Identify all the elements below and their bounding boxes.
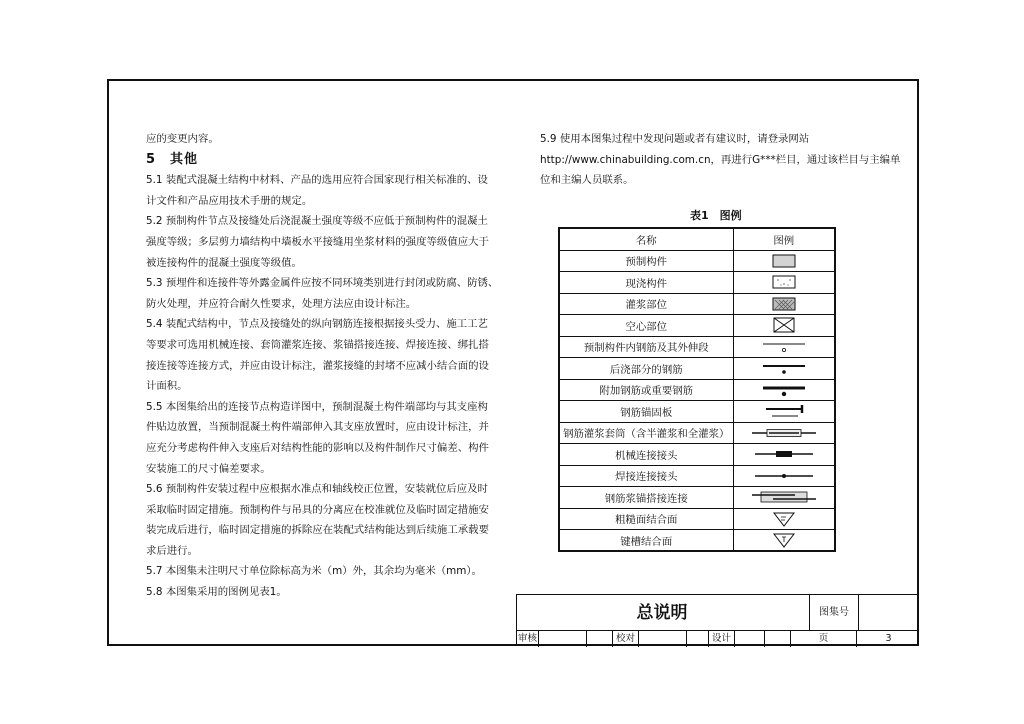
- row-name: 预制构件内钢筋及其外伸段: [559, 336, 733, 358]
- text-line: 5.1 装配式混凝土结构中材料、产品的选用应符合国家现行相关标准的、设: [146, 174, 488, 187]
- row-name: 钢筋浆锚搭接连接: [559, 487, 733, 509]
- legend-table-caption: 表1 图例: [690, 209, 742, 222]
- text-line: 被连接构件的混凝土强度等级值。: [146, 256, 302, 269]
- review-cell: [539, 631, 587, 647]
- check-cell: [639, 631, 687, 647]
- drawing-title: 总说明: [636, 603, 688, 623]
- text-line: 计文件和产品应用技术手册的规定。: [146, 194, 313, 207]
- text-line: 5.3 预埋件和连接件等外露金属件应按不同环境类别进行封闭或防腐、防锈、: [146, 277, 499, 290]
- review-label: 审核: [517, 631, 539, 647]
- rough-surface-icon: [772, 511, 796, 527]
- row-name: 附加钢筋或重要钢筋: [559, 379, 733, 401]
- atlas-number-label: 图集号: [809, 595, 859, 631]
- additional-rebar-icon: [762, 383, 806, 397]
- text-line: 5.9 使用本图集过程中发现问题或者有建议时，请登录网站: [540, 133, 810, 145]
- text-line: 接连接等连接方式，并应由设计标注，灌浆接缝的封堵不应减小结合面的设: [146, 359, 489, 372]
- text-line: 采取临时固定措施。预制构件与吊具的分离应在校准就位及临时固定措施安: [146, 503, 489, 516]
- text-line: 应充分考虑构件伸入支座后对结构性能的影响以及构件制作尺寸偏差、构件: [146, 441, 489, 454]
- row-name: 钢筋灌浆套筒（含半灌浆和全灌浆）: [559, 422, 733, 444]
- table-row: [559, 508, 835, 530]
- check-sign-cell: [687, 631, 709, 647]
- row-name: 灌浆部位: [559, 293, 733, 315]
- row-name: 粗糙面结合面: [559, 508, 733, 530]
- text-line: 5.7 本图集未注明尺寸单位除标高为米（m）外，其余均为毫米（mm）。: [146, 565, 482, 578]
- text-line: 求后进行。: [146, 544, 198, 557]
- mechanical-splice-icon: [754, 448, 814, 460]
- text-line: 5.6 预制构件安装过程中应根据水准点和轴线校正位置，安装就位后应及时: [146, 483, 488, 496]
- table-row: [559, 444, 835, 466]
- gray-rect-icon: [772, 254, 796, 268]
- table-row: [559, 336, 835, 358]
- website-line: http://www.chinabuilding.com.cn，再进行G***栏目，通过该栏目与主编单: [540, 153, 901, 166]
- header-name: 名称: [559, 228, 733, 250]
- text-line: 件贴边放置，当预制混凝土构件端部伸入其支座放置时，应由设计标注，并: [146, 421, 489, 434]
- text-line: 等要求可选用机械连接、套筒灌浆连接、浆锚搭接连接、焊接连接、绑扎搭: [146, 338, 489, 351]
- dotted-rect-icon: [772, 275, 796, 289]
- row-name: 钢筋锚固板: [559, 401, 733, 423]
- table-row: [559, 250, 835, 272]
- text-line: 5.5 本图集给出的连接节点构造详图中，预制混凝土构件端部均与其支座构: [146, 400, 488, 413]
- row-name: 空心部位: [559, 315, 733, 337]
- table-row: [559, 422, 835, 444]
- text-line: 5.2 预制构件节点及接缝处后浇混凝土强度等级不应低于预制构件的混凝土: [146, 215, 488, 228]
- text-line: 5.8 本图集采用的图例见表1。: [146, 586, 287, 599]
- table-row: [559, 465, 835, 487]
- row-name: 焊接连接接头: [559, 465, 733, 487]
- shear-key-icon: [772, 532, 796, 548]
- text-line: 5.4 装配式结构中，节点及接缝处的纵向钢筋连接根据接头受力、施工工艺: [146, 318, 488, 331]
- text-line: 应的变更内容。: [146, 133, 219, 145]
- text-line: 装完成后进行，临时固定措施的拆除应在装配式结构能达到后续施工承载要: [146, 524, 489, 537]
- table-row: [559, 487, 835, 509]
- design-sign-cell: [765, 631, 791, 647]
- design-label: 设计: [709, 631, 735, 647]
- table-row: [559, 530, 835, 552]
- review-sign-cell: [587, 631, 613, 647]
- row-name: 机械连接接头: [559, 444, 733, 466]
- table-header-row: [559, 228, 835, 250]
- row-name: 预制构件: [559, 250, 733, 272]
- title-block: [516, 594, 919, 646]
- text-line: 安装施工的尺寸偏差要求。: [146, 462, 271, 475]
- grout-lap-splice-icon: [751, 490, 817, 504]
- table-row: [559, 293, 835, 315]
- legend-table: [558, 227, 836, 552]
- left-text-column: [146, 129, 499, 603]
- text-line: 防火处理，并应符合耐久性要求，处理方法应由设计标注。: [146, 297, 417, 310]
- table-row: [559, 315, 835, 337]
- header-symbol: 图例: [733, 228, 835, 250]
- table-row: [559, 272, 835, 294]
- table-row: [559, 401, 835, 423]
- text-line: 计面积。: [146, 380, 188, 393]
- section-heading: 5 其他: [146, 151, 199, 167]
- welded-splice-icon: [754, 470, 814, 482]
- hatched-rect-icon: [772, 297, 796, 311]
- right-text-column: [540, 129, 900, 191]
- text-line: 强度等级；多层剪力墙结构中墙板水平接缝用坐浆材料的强度等级值应大于: [146, 235, 489, 248]
- row-name: 键槽结合面: [559, 530, 733, 552]
- table-row: [559, 379, 835, 401]
- table-row: [559, 358, 835, 380]
- check-label: 校对: [613, 631, 639, 647]
- row-name: 后浇部分的钢筋: [559, 358, 733, 380]
- design-cell: [735, 631, 765, 647]
- anchor-plate-icon: [762, 403, 806, 419]
- grout-sleeve-icon: [751, 427, 817, 439]
- rebar-extension-icon: [762, 340, 806, 354]
- page-label: 页: [791, 631, 857, 647]
- page-number: 3: [885, 633, 892, 644]
- cast-rebar-icon: [762, 361, 806, 375]
- text-line: 位和主编人员联系。: [540, 174, 634, 187]
- row-name: 现浇构件: [559, 272, 733, 294]
- crossed-rect-icon: [772, 317, 796, 333]
